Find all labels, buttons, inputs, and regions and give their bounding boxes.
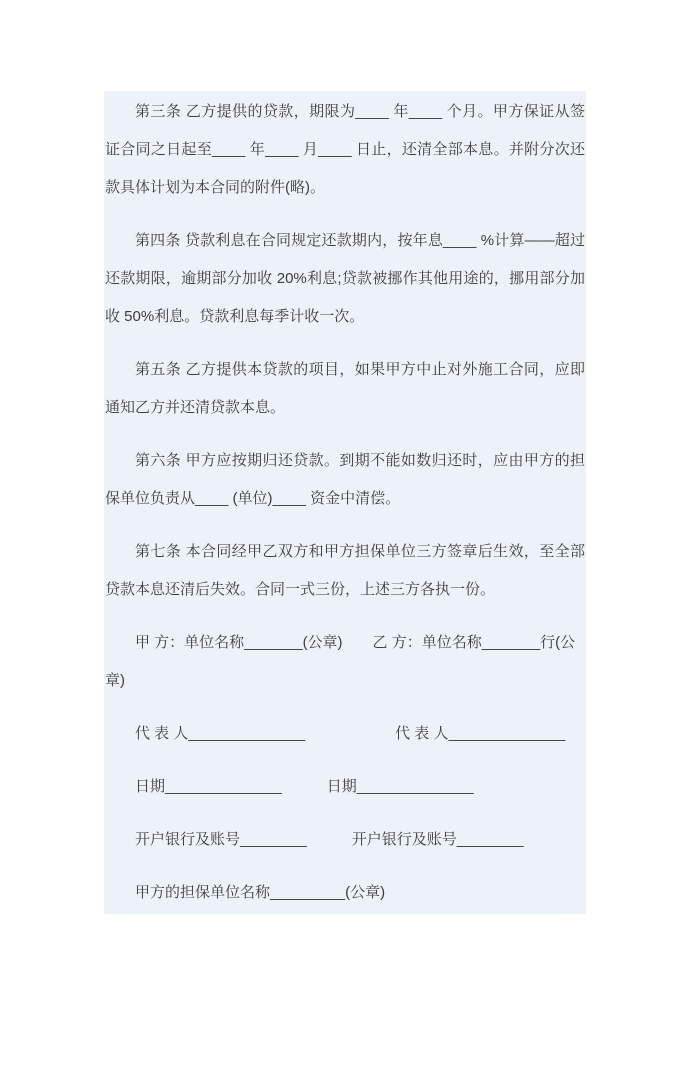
signature-guarantor-line: 甲方的担保单位名称_________(公章) bbox=[135, 884, 386, 901]
page bbox=[0, 91, 690, 1067]
contract-article-5: 第五条 乙方提供本贷款的项目，如果甲方中止对外施工合同，应即通知乙方并还清贷款本息。 bbox=[105, 361, 585, 416]
contract-document bbox=[104, 91, 586, 914]
signature-representatives-line: 代 表 人______________ 代 表 人______________ bbox=[135, 725, 566, 742]
contract-article-4: 第四条 贷款利息在合同规定还款期内，按年息____ %计算——超过还款期限，逾期部分加收 20%利息;贷款被挪作其他用途的，挪用部分加收 50%利息。贷款利息每季计收一次。 bbox=[105, 232, 585, 325]
contract-article-3: 第三条 乙方提供的贷款，期限为____ 年____ 个月。甲方保证从签证合同之日起至____ 年____ 月____ 日止，还清全部本息。并附分次还款具体计划为本合同的附件(略)。 bbox=[105, 103, 585, 196]
signature-dates-line: 日期______________ 日期______________ bbox=[135, 778, 474, 795]
signature-party-names-line: 甲 方：单位名称_______(公章) 乙 方：单位名称_______行(公章) bbox=[105, 634, 576, 689]
contract-article-7: 第七条 本合同经甲乙双方和甲方担保单位三方签章后生效，至全部贷款本息还清后失效。合同一式三份，上述三方各执一份。 bbox=[105, 543, 585, 598]
signature-bank-accounts-line: 开户银行及账号________ 开户银行及账号________ bbox=[135, 831, 524, 848]
contract-article-6: 第六条 甲方应按期归还贷款。到期不能如数归还时，应由甲方的担保单位负责从____ (单位)____ 资金中清偿。 bbox=[105, 452, 585, 507]
